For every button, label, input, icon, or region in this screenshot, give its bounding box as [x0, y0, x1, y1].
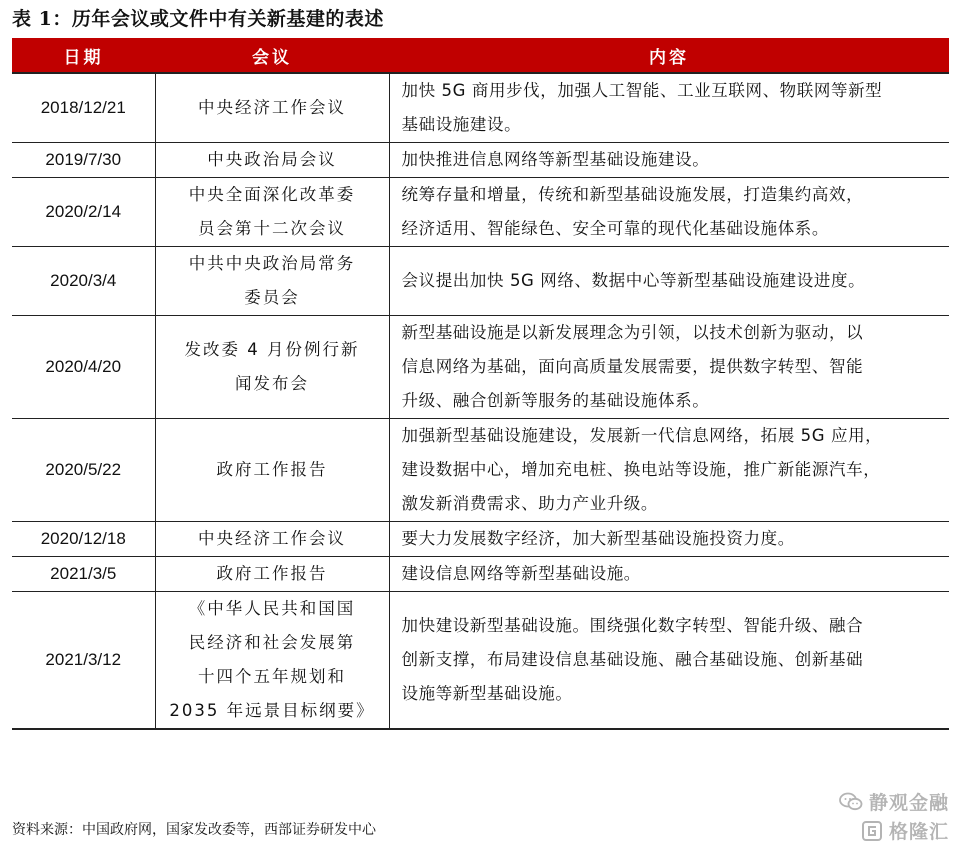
cell-date: 2020/12/18: [12, 522, 155, 557]
cell-content: [389, 73, 949, 143]
cell-content: [389, 178, 949, 247]
content-line: 建设数据中心，增加充电桩、换电站等设施，推广新能源汽车，: [401, 460, 881, 479]
meeting-line: 2035 年远景目标纲要》: [169, 701, 375, 720]
gelonghui-logo-icon: [861, 820, 883, 842]
meeting-line: 十四个五年规划和: [198, 667, 346, 686]
table-row: [12, 592, 949, 730]
content-line: 激发新消费需求、助力产业升级。: [401, 494, 658, 513]
meeting-line: 员会第十二次会议: [198, 219, 346, 238]
meeting-line: 中央全面深化改革委: [188, 185, 356, 204]
content-line: 加快 5G 商用步伐，加强人工智能、工业互联网、物联网等新型: [401, 81, 883, 100]
cell-meeting: [155, 592, 389, 730]
wechat-icon: [839, 792, 863, 812]
cell-content: [389, 522, 949, 557]
meeting-line: 中央政治局会议: [207, 150, 337, 169]
cell-content: [389, 592, 949, 730]
content-line: 统筹存量和增量，传统和新型基础设施发展，打造集约高效，: [401, 185, 864, 204]
cell-content: [389, 247, 949, 316]
table-row: [12, 73, 949, 143]
table-body: [12, 73, 949, 729]
content-line: 新型基础设施是以新发展理念为引领，以技术创新为驱动，以: [401, 323, 864, 342]
table-header-row: [12, 38, 949, 73]
meeting-line: 《中华人民共和国国: [188, 599, 356, 618]
source-note: 资料来源：中国政府网，国家发改委等，西部证券研发中心: [12, 822, 376, 838]
header-content: 内容: [389, 38, 949, 73]
table-row: [12, 247, 949, 316]
cell-content: [389, 419, 949, 522]
cell-date: 2021/3/5: [12, 557, 155, 592]
cell-meeting: [155, 557, 389, 592]
table-row: [12, 522, 949, 557]
header-meeting: 会议: [155, 38, 389, 73]
meeting-line: 中共中央政治局常务: [188, 254, 356, 273]
cell-date: 2021/3/12: [12, 592, 155, 730]
meeting-line: 中央经济工作会议: [198, 529, 346, 548]
content-line: 加快建设新型基础设施。围绕强化数字转型、智能升级、融合: [401, 616, 864, 635]
cell-meeting: [155, 73, 389, 143]
meeting-line: 政府工作报告: [216, 460, 328, 479]
meeting-line: 委员会: [244, 288, 300, 307]
table-caption: 表 1：历年会议或文件中有关新基建的表述: [12, 8, 384, 30]
cell-content: [389, 143, 949, 178]
meeting-line: 民经济和社会发展第: [188, 633, 356, 652]
cell-meeting: [155, 316, 389, 419]
header-date: 日期: [12, 38, 155, 73]
table-row: [12, 316, 949, 419]
cell-content: [389, 557, 949, 592]
cell-meeting: [155, 522, 389, 557]
cell-meeting: [155, 419, 389, 522]
content-line: 创新支撑，布局建设信息基础设施、融合基础设施、创新基础: [401, 650, 864, 669]
watermark-text-2: 格隆汇: [888, 821, 949, 843]
cell-date: 2020/3/4: [12, 247, 155, 316]
content-line: 加强新型基础设施建设，发展新一代信息网络，拓展 5G 应用，: [401, 426, 883, 445]
content-line: 设施等新型基础设施。: [401, 684, 573, 703]
cell-meeting: [155, 247, 389, 316]
meeting-line: 发改委 4 月份例行新: [184, 340, 360, 359]
meeting-line: 闻发布会: [235, 374, 309, 393]
content-line: 会议提出加快 5G 网络、数据中心等新型基础设施建设进度。: [401, 271, 866, 290]
cell-date: 2018/12/21: [12, 73, 155, 143]
table-row: [12, 419, 949, 522]
meeting-line: 政府工作报告: [216, 564, 328, 583]
content-line: 加快推进信息网络等新型基础设施建设。: [401, 150, 710, 169]
cell-meeting: [155, 143, 389, 178]
content-line: 建设信息网络等新型基础设施。: [401, 564, 641, 583]
content-line: 要大力发展数字经济，加大新型基础设施投资力度。: [401, 529, 795, 548]
cell-content: [389, 316, 949, 419]
watermark: [779, 787, 949, 845]
table-row: [12, 143, 949, 178]
cell-meeting: [155, 178, 389, 247]
cell-date: 2020/2/14: [12, 178, 155, 247]
content-line: 基础设施建设。: [401, 115, 522, 134]
table-row: [12, 557, 949, 592]
cell-date: 2020/4/20: [12, 316, 155, 419]
cell-date: 2019/7/30: [12, 143, 155, 178]
statements-table: [12, 38, 949, 730]
table-row: [12, 178, 949, 247]
content-line: 经济适用、智能绿色、安全可靠的现代化基础设施体系。: [401, 219, 829, 238]
cell-date: 2020/5/22: [12, 419, 155, 522]
watermark-text-1: 静观金融: [868, 792, 949, 814]
content-line: 升级、融合创新等服务的基础设施体系。: [401, 391, 710, 410]
content-line: 信息网络为基础，面向高质量发展需要，提供数字转型、智能: [401, 357, 864, 376]
meeting-line: 中央经济工作会议: [198, 98, 346, 117]
